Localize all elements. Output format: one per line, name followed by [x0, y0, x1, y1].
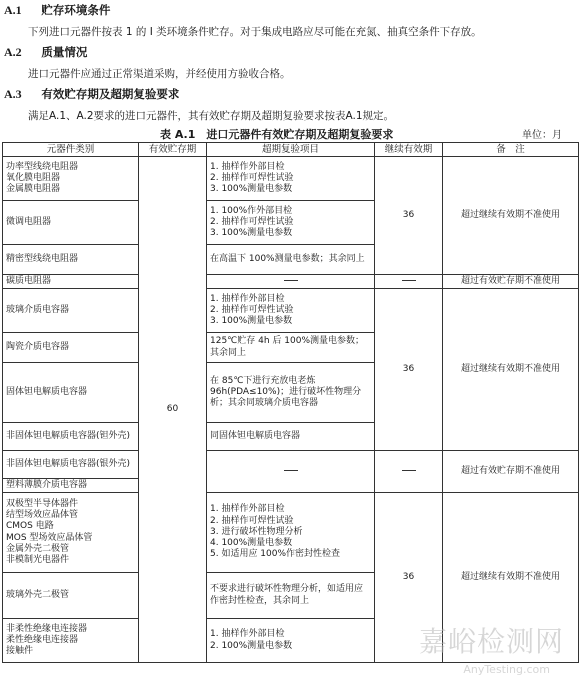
- recheck-items-cell: 不要求进行破坏性物理分析，如适用应作密封性检查，其余同上: [207, 573, 375, 619]
- dash-mark: [284, 280, 298, 281]
- recheck-items-cell: 125℃贮存 4h 后 100%测量电参数；其余同上: [207, 333, 375, 363]
- table-row: [3, 289, 579, 333]
- header-category: 元器件类别: [3, 143, 139, 157]
- section-number: A.3: [4, 87, 22, 101]
- category-cell: 碳质电阻器: [3, 275, 139, 289]
- section-title: 贮存环境条件: [41, 3, 111, 17]
- section-a1-heading: [4, 2, 580, 18]
- watermark-subtext: AnyTesting.com: [463, 663, 550, 676]
- remark-cell: 超过继续有效期不准使用: [443, 289, 579, 451]
- table-header-row: [3, 143, 579, 157]
- paragraph-a2: 进口元器件应通过正常渠道采购，并经使用方验收合格。: [28, 68, 291, 80]
- category-cell: 精密型线绕电阻器: [3, 245, 139, 275]
- recheck-items-cell: 1. 100%作外部目检 2. 抽样作可焊性试验 3. 100%测量电参数: [207, 201, 375, 245]
- table-row: [3, 157, 579, 201]
- category-cell: 非柔性绝缘电连接器 柔性绝缘电连接器 接触件: [3, 619, 139, 663]
- section-a2-heading: [4, 44, 580, 60]
- table-row: [3, 493, 579, 573]
- table-caption-row: [0, 126, 580, 140]
- category-cell: 非固体钽电解质电容器(银外壳): [3, 451, 139, 479]
- table-row: [3, 451, 579, 479]
- header-shelf-life: 有效贮存期: [139, 143, 207, 157]
- table-unit: 单位：月: [522, 130, 562, 141]
- header-recheck-items: 超期复验项目: [207, 143, 375, 157]
- category-cell: 非固体钽电解质电容器(钽外壳): [3, 423, 139, 451]
- remark-cell: 超过继续有效期不准使用: [443, 157, 579, 275]
- recheck-items-cell: 1. 抽样作外部目检 2. 抽样作可焊性试验 3. 100%测量电参数: [207, 289, 375, 333]
- table-row: [3, 275, 579, 289]
- category-cell: 功率型线绕电阻器 氧化膜电阻器 金属膜电阻器: [3, 157, 139, 201]
- category-cell: 塑料薄膜介质电容器: [3, 479, 139, 493]
- section-a3-heading: [4, 86, 580, 102]
- category-cell: 微调电阻器: [3, 201, 139, 245]
- validity-cell: 36: [375, 289, 443, 451]
- section-number: A.2: [4, 45, 22, 59]
- paragraph-a1: 下列进口元器件按表 1 的 I 类环境条件贮存。对于集成电路应尽可能在充氮、抽真空条件下存放。: [28, 26, 482, 38]
- header-continued-validity: 继续有效期: [375, 143, 443, 157]
- shelf-life-table: [2, 142, 579, 663]
- recheck-items-cell: 1. 抽样作外部目检 2. 抽样作可焊性试验 3. 进行破坏性物理分析 4. 100%测量电参数 5. 如适用应 100%作密封性检查: [207, 493, 375, 573]
- recheck-items-cell: 同固体钽电解质电容器: [207, 423, 375, 451]
- shelf-life-cell: 60: [139, 157, 207, 663]
- dash-cell: [207, 275, 375, 289]
- dash-mark: [402, 470, 416, 471]
- category-cell: 玻璃外壳二极管: [3, 573, 139, 619]
- section-title: 质量情况: [41, 45, 88, 59]
- category-cell: 玻璃介质电容器: [3, 289, 139, 333]
- dash-cell: [375, 451, 443, 493]
- recheck-items-cell: 1. 抽样作外部目检 2. 100%测量电参数: [207, 619, 375, 663]
- section-title: 有效贮存期及超期复验要求: [41, 87, 180, 101]
- remark-cell: 超过有效贮存期不准使用: [443, 275, 579, 289]
- recheck-items-cell: 1. 抽样作外部目检 2. 抽样作可焊性试验 3. 100%测量电参数: [207, 157, 375, 201]
- dash-mark: [402, 280, 416, 281]
- category-cell: 双极型半导体器件 结型场效应晶体管 CMOS 电路 MOS 型场效应晶体管 金属外壳二极管 非模制光电器件: [3, 493, 139, 573]
- dash-cell: [375, 275, 443, 289]
- watermark-logo-text: 嘉峪检测网: [418, 625, 564, 658]
- paragraph-a3: 满足A.1、A.2要求的进口元器件，其有效贮存期及超期复验要求按表A.1规定。: [28, 110, 395, 122]
- dash-cell: [207, 451, 375, 493]
- remark-cell: 超过有效贮存期不准使用: [443, 451, 579, 493]
- validity-cell: 36: [375, 493, 443, 663]
- recheck-items-cell: 在高温下 100%测量电参数；其余同上: [207, 245, 375, 275]
- category-cell: 陶瓷介质电容器: [3, 333, 139, 363]
- dash-mark: [284, 470, 298, 471]
- category-cell: 固体钽电解质电容器: [3, 363, 139, 423]
- table-caption: 表 A.1 进口元器件有效贮存期及超期复验要求: [160, 128, 394, 141]
- section-number: A.1: [4, 3, 22, 17]
- recheck-items-cell: 在 85℃下进行充放电老炼96h(PDA≤10%)；进行破坏性物理分析；其余同玻璃介质电容器: [207, 363, 375, 423]
- validity-cell: 36: [375, 157, 443, 275]
- header-remarks: 备 注: [443, 143, 579, 157]
- remark-cell: 超过继续有效期不准使用: [443, 493, 579, 663]
